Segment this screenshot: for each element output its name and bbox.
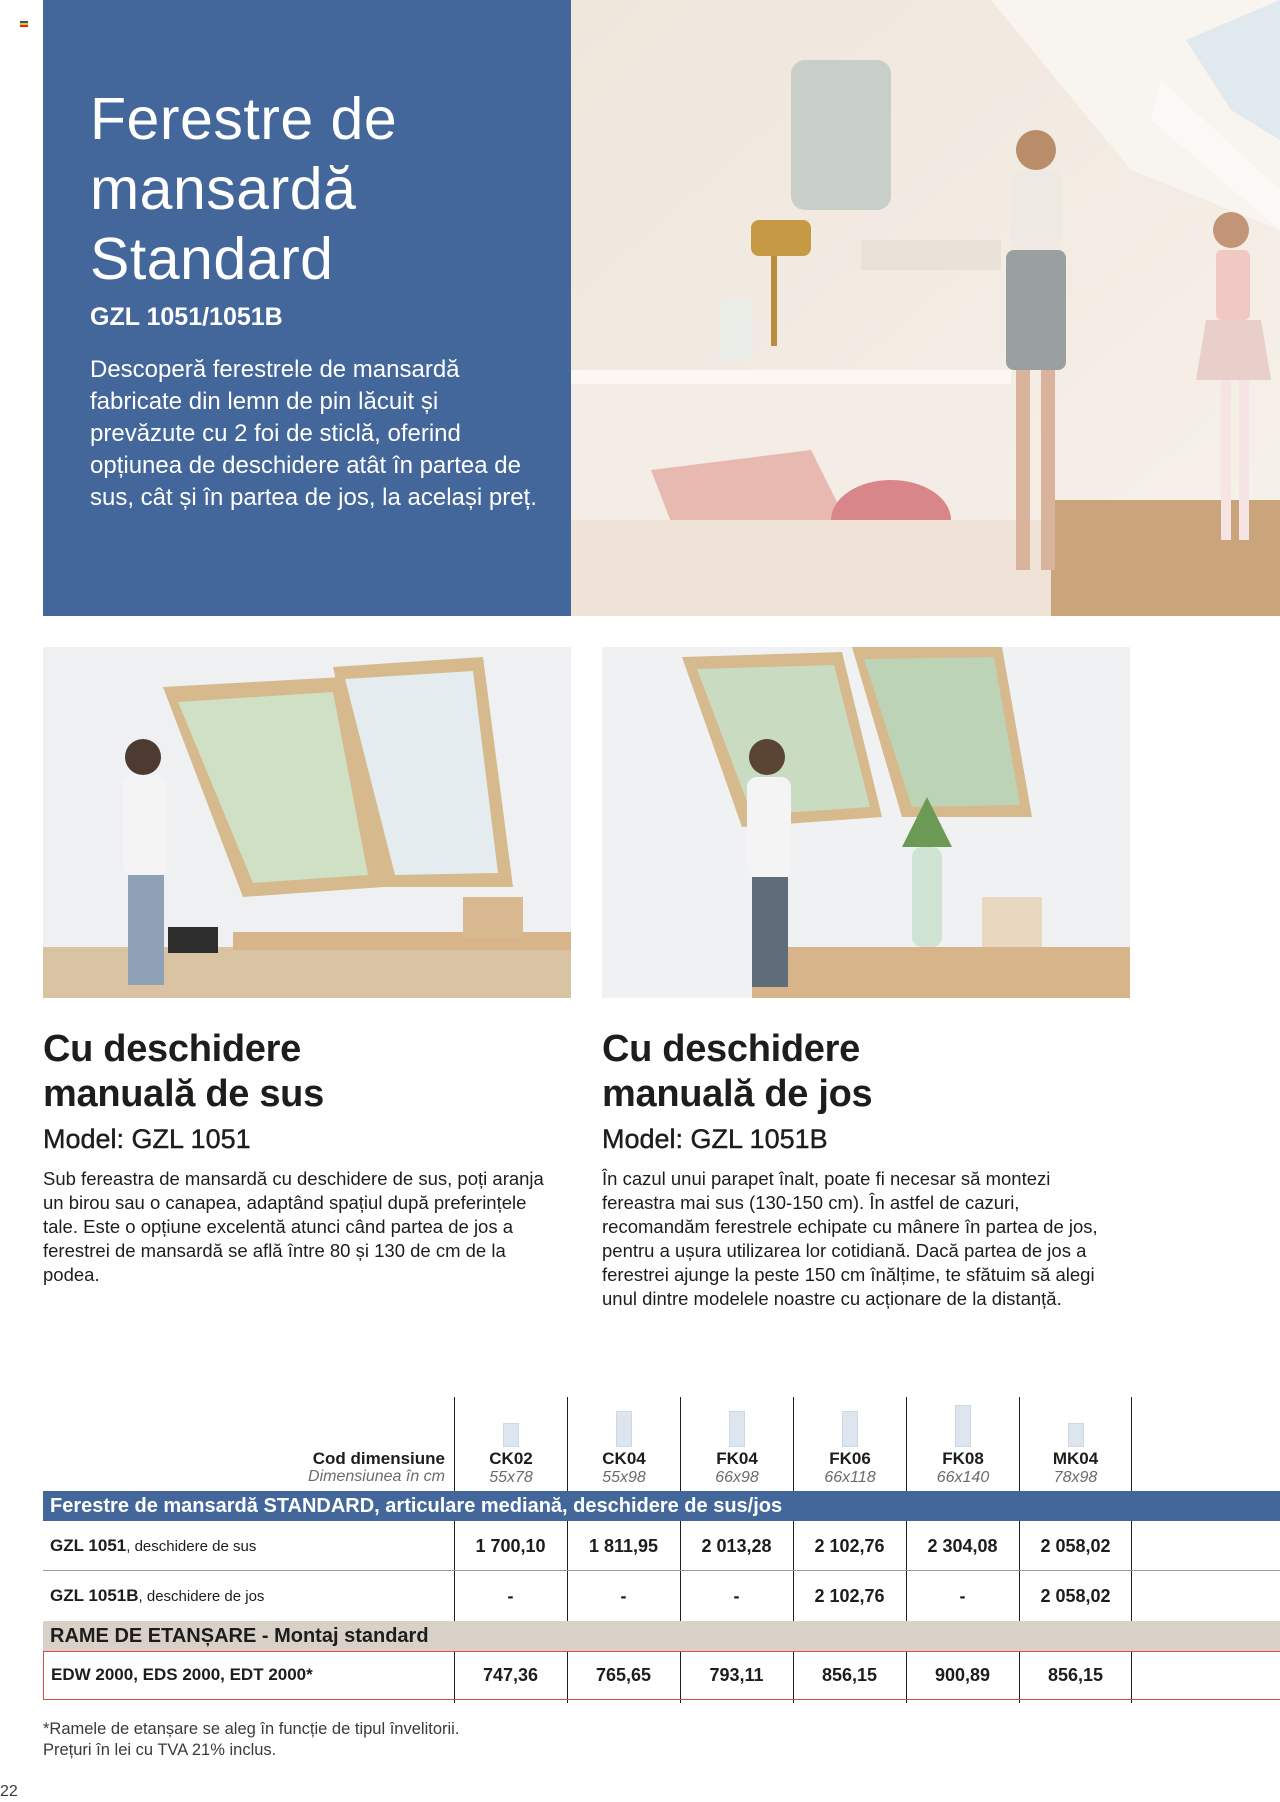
size-column: MK04 78x98: [1019, 1397, 1132, 1703]
section-title: Cu deschidere manuală de jos: [602, 1028, 873, 1115]
section-title: Cu deschidere manuală de sus: [43, 1028, 324, 1115]
page-title: Ferestre de mansardă Standard: [90, 86, 398, 292]
section-text: În cazul unui parapet înalt, poate fi necesar să montezi fereastra mai sus (130-150 cm). În astfel de cazuri, recomandăm ferestrele echipate cu mânere în partea de jos, pentru a ușura utilizarea lor cotidiană. Dacă partea de jos a ferestrei ajunge la peste 150 cm înălțime, te sfătuim să alegi unul dintre modelele noastre cu acționare de la distanță.: [602, 1168, 1098, 1309]
hero-model: GZL 1051/1051B: [90, 303, 283, 331]
table-group-header: Ferestre de mansardă STANDARD, articulare mediană, deschidere de sus/jos: [43, 1491, 1280, 1521]
window-size-icon: [616, 1411, 632, 1447]
table-row: GZL 1051, deschidere de sus 1 700,10 1 811,95 2 013,28 2 102,76 2 304,08 2 058,02: [43, 1521, 1280, 1571]
hero-photo: [571, 0, 1280, 616]
price-table: [43, 1397, 1280, 1703]
size-column: FK04 66x98: [680, 1397, 793, 1703]
table-group-header: RAME DE ETANȘARE - Montaj standard: [43, 1621, 1280, 1651]
table-header-label: Cod dimensiune Dimensiunea în cm: [308, 1449, 445, 1485]
photo-bottom-hung-window: [602, 647, 1130, 998]
window-size-icon: [1068, 1423, 1084, 1447]
section-top-opening: [43, 1027, 563, 1287]
footnote: *Ramele de etanșare se aleg în funcție de tipul învelitorii. Prețuri în lei cu TVA 21% inclus.: [43, 1720, 460, 1759]
table-row: EDW 2000, EDS 2000, EDT 2000* 747,36 765,65 793,11 856,15 900,89 856,15: [43, 1651, 1280, 1700]
photo-top-hung-window: [43, 647, 571, 998]
size-column: FK08 66x140: [906, 1397, 1019, 1703]
hero-description: Descoperă ferestrele de mansardă fabricate din lemn de pin lăcuit și prevăzute cu 2 foi de sticlă, oferind opțiunea de deschidere atât în partea de sus, cât și în partea de jos, la același preț.: [90, 356, 537, 511]
window-size-icon: [729, 1411, 745, 1447]
section-bottom-opening: [602, 1027, 1122, 1311]
window-size-icon: [842, 1411, 858, 1447]
table-row: GZL 1051B, deschidere de jos - - - 2 102,76 - 2 058,02: [50, 1586, 1111, 1606]
size-column: CK04 55x98: [567, 1397, 680, 1703]
hero-panel: [43, 0, 571, 616]
window-size-icon: [955, 1405, 971, 1447]
section-model: Model: GZL 1051: [43, 1124, 251, 1154]
window-size-icon: [503, 1423, 519, 1447]
flag-icon: [20, 21, 28, 27]
page-number: 22: [0, 1783, 18, 1800]
section-model: Model: GZL 1051B: [602, 1124, 828, 1154]
section-text: Sub fereastra de mansardă cu deschidere de sus, poți aranja un birou sau o canapea, adaptând spațiul după preferințele tale. Este o opțiune excelentă atunci când partea de jos a ferestrei de mansardă se află între 80 și 130 de cm de la podea.: [43, 1168, 544, 1285]
size-column: FK06 66x118: [793, 1397, 906, 1703]
size-column: CK02 55x78: [454, 1397, 567, 1703]
